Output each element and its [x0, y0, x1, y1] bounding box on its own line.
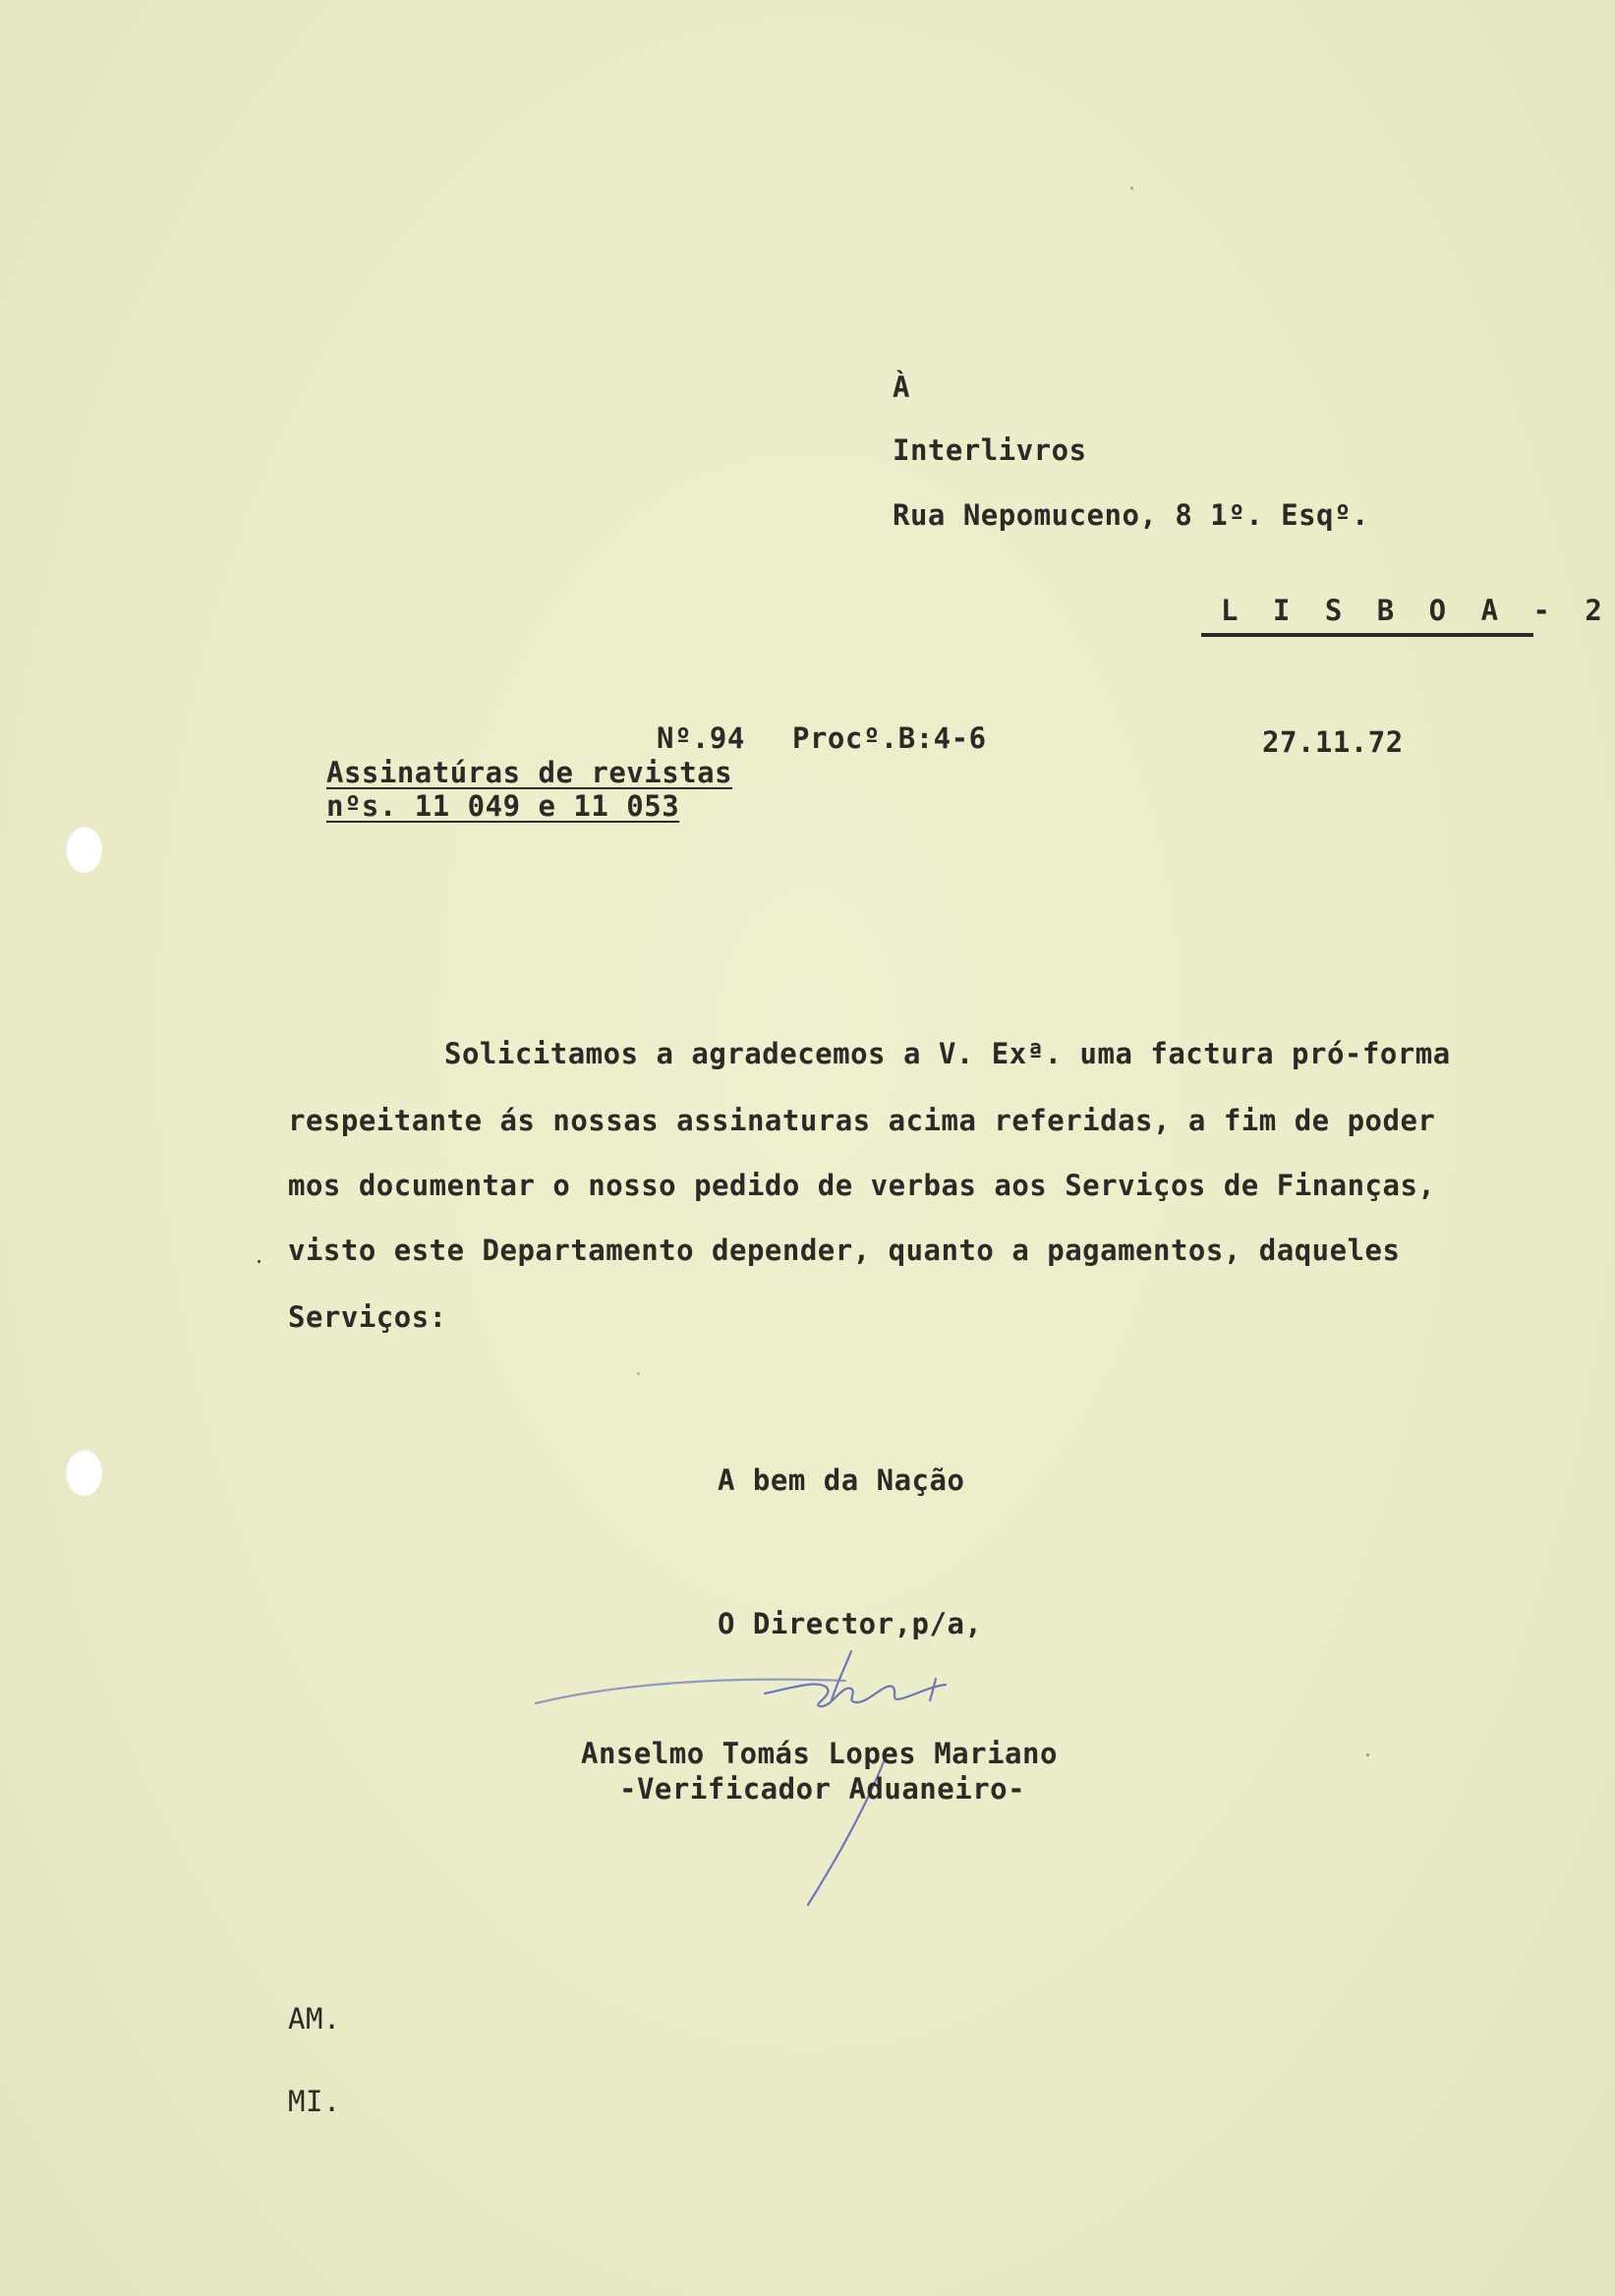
paper-speck: [1366, 1753, 1369, 1756]
punch-hole-top: [65, 826, 102, 873]
addressee-prefix: À: [893, 371, 910, 404]
addressee-name: Interlivros: [893, 433, 1087, 467]
addressee-city: L I S B O A - 2: [1221, 594, 1611, 627]
closing-role: O Director,p/a,: [718, 1607, 983, 1640]
paper-speck: [637, 1372, 640, 1375]
reference-number: Nº.94: [657, 721, 745, 755]
subject-line-2: nºs. 11 049 e 11 053: [326, 789, 680, 823]
reference-process: Procº.B:4-6: [792, 721, 987, 755]
punch-hole-bottom: [65, 1449, 102, 1496]
signer-name: Anselmo Tomás Lopes Mariano: [581, 1737, 1058, 1770]
body-line-5: Serviços:: [288, 1300, 447, 1334]
margin-dot: [258, 1260, 260, 1263]
addressee-street: Rua Nepomuceno, 8 1º. Esqº.: [893, 498, 1369, 532]
body-line-2: respeitante ás nossas assinaturas acima referidas, a fim de poder: [288, 1104, 1436, 1137]
reference-date: 27.11.72: [1262, 725, 1404, 759]
initials-line-2: MI.: [288, 2085, 341, 2118]
addressee-city-underline: [1201, 633, 1533, 637]
paper-speck: [1130, 187, 1133, 190]
body-line-4: visto este Departamento depender, quanto a pagamentos, daqueles: [288, 1234, 1401, 1267]
body-line-1: Solicitamos a agradecemos a V. Exª. uma factura pró-forma: [444, 1037, 1451, 1070]
initials-line-1: AM.: [288, 2002, 341, 2036]
subject-line-1: Assinatúras de revistas: [326, 756, 733, 789]
closing-salutation: A bem da Nação: [718, 1464, 965, 1497]
signer-title: -Verificador Aduaneiro-: [619, 1772, 1026, 1806]
body-line-3: mos documentar o nosso pedido de verbas aos Serviços de Finanças,: [288, 1169, 1436, 1202]
